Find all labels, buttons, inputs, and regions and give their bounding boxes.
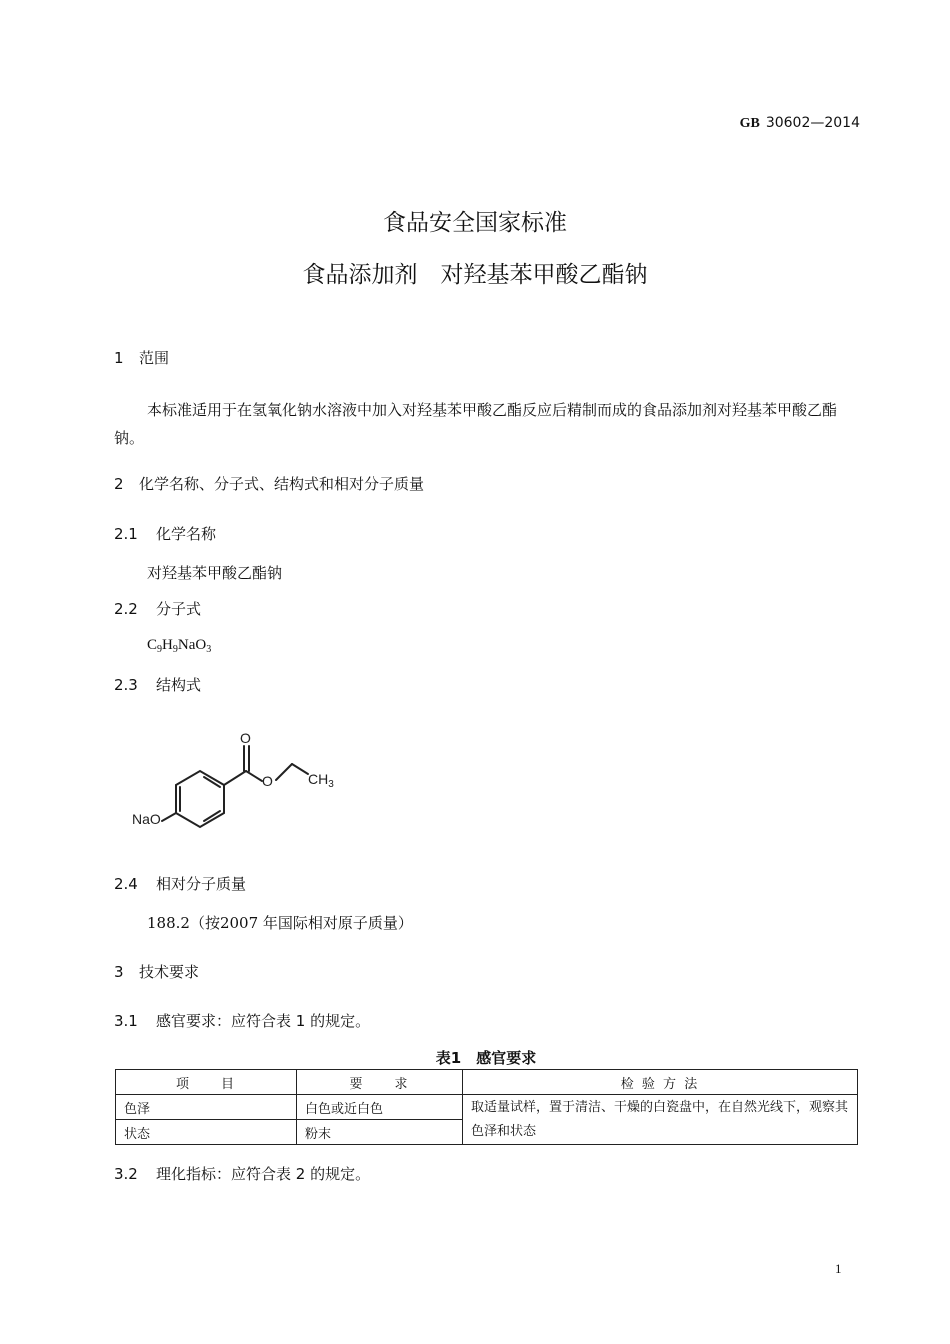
section-title: 化学名称 — [156, 525, 217, 543]
section-title: 技术要求 — [139, 963, 200, 981]
section-title: 分子式 — [156, 600, 202, 618]
section-1-heading — [114, 347, 169, 368]
section-number: 3 — [114, 963, 124, 981]
chemical-name: 对羟基苯甲酸乙酯钠 — [147, 564, 283, 582]
sodium-oxide-label: NaO — [132, 811, 161, 827]
section-2-4-heading — [114, 873, 246, 894]
molecular-weight: 188.2（按2007 年国际相对原子质量） — [147, 914, 413, 932]
table-1-caption: 表1 感官要求 — [435, 1049, 537, 1067]
section-3-1-heading — [114, 1010, 370, 1031]
section-number: 2.4 — [114, 875, 138, 893]
section-title: 范围 — [139, 349, 170, 367]
section-title: 感官要求：应符合表 1 的规定。 — [156, 1012, 371, 1030]
page-number: 1 — [835, 1261, 842, 1276]
item-cell: 状态 — [116, 1120, 297, 1145]
section-2-2-heading — [114, 598, 201, 619]
ester-bond — [246, 771, 262, 781]
standard-prefix: GB — [739, 116, 760, 131]
section-title: 化学名称、分子式、结构式和相对分子质量 — [139, 475, 425, 493]
section-title: 相对分子质量 — [156, 875, 247, 893]
section-2-heading — [114, 473, 424, 494]
standard-number — [680, 115, 860, 132]
sub-title: 食品添加剂 对羟基苯甲酸乙酯钠 — [302, 262, 648, 288]
ethyl-bond — [292, 764, 308, 774]
section-title: 结构式 — [156, 676, 202, 694]
section-2-1-heading — [114, 523, 216, 544]
column-header-method: 检 验 方 法 — [463, 1070, 858, 1095]
section-title: 理化指标：应符合表 2 的规定。 — [156, 1165, 371, 1183]
section-number: 2.1 — [114, 525, 138, 543]
structural-formula — [120, 724, 360, 844]
main-title: 食品安全国家标准 — [383, 210, 567, 236]
column-header-item: 项 目 — [116, 1070, 297, 1095]
ring-to-carbonyl-bond — [224, 771, 246, 785]
table-header-row — [116, 1070, 858, 1095]
section-3-heading — [114, 961, 199, 982]
section-number: 2.2 — [114, 600, 138, 618]
section-2-3-heading — [114, 674, 201, 695]
scope-paragraph: 本标准适用于在氢氧化钠水溶液中加入对羟基苯甲酸乙酯反应后精制而成的食品添加剂对羟基苯甲酸乙酯钠。 — [114, 401, 838, 447]
standard-code: 30602—2014 — [765, 115, 860, 131]
section-number: 1 — [114, 349, 124, 367]
section-number: 2 — [114, 475, 124, 493]
section-number: 2.3 — [114, 676, 138, 694]
ring-to-oxide-bond — [162, 813, 176, 821]
molecular-formula: $C_9H_9NaO_3$ — [147, 637, 212, 655]
table-row — [116, 1095, 858, 1120]
requirement-cell: 白色或近白色 — [297, 1095, 463, 1120]
sensory-requirements-table — [115, 1069, 858, 1145]
methyl-label: $CH_3$ — [308, 771, 334, 790]
section-3-2-heading — [114, 1163, 370, 1184]
item-cell: 色泽 — [116, 1095, 297, 1120]
benzene-ring — [176, 771, 224, 827]
section-number: 3.1 — [114, 1012, 138, 1030]
carbonyl-oxygen-label: O — [240, 730, 251, 746]
section-number: 3.2 — [114, 1165, 138, 1183]
requirement-cell: 粉末 — [297, 1120, 463, 1145]
column-header-requirement: 要 求 — [297, 1070, 463, 1095]
method-cell: 取适量试样，置于清洁、干燥的白瓷盘中，在自然光线下，观察其色泽和状态 — [463, 1095, 858, 1145]
ester-bond — [276, 764, 292, 780]
ester-oxygen-label: O — [262, 773, 273, 789]
